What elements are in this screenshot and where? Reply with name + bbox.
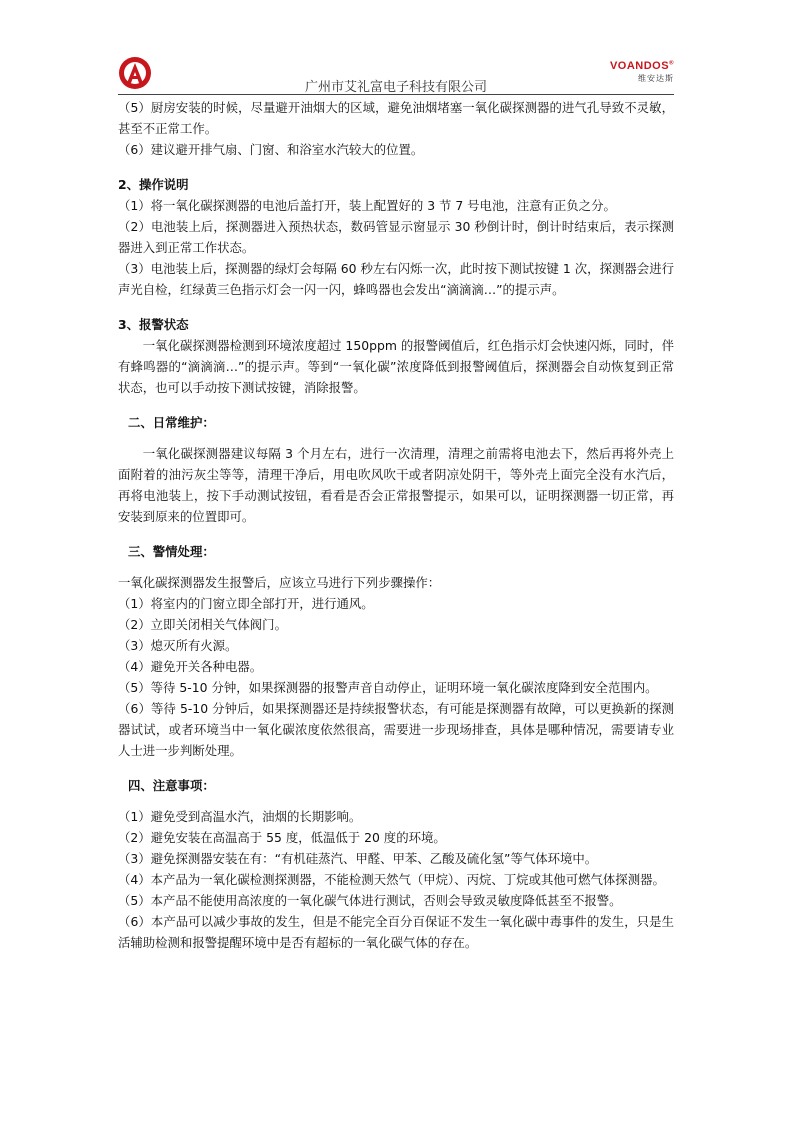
caution-item-6: （6）本产品可以减少事故的发生，但是不能完全百分百保证不发生一氧化碳中毒事件的发生，只是生活辅助检测和报警提醒环境中是否有超标的一氧化碳气体的存在。 (118, 914, 674, 950)
operation-item-2: （2）电池装上后，探测器进入预热状态，数码管显示窗显示 30 秒倒计时，倒计时结束后，表示探测器进入到正常工作状态。 (118, 219, 674, 255)
caution-item-4: （4）本产品为一氧化碳检测探测器，不能检测天然气（甲烷）、丙烷、丁烷或其他可燃气体探测器。 (118, 872, 665, 887)
alarm-handling-item-3: （3）熄灭所有火源。 (118, 638, 238, 653)
operation-heading: 2、操作说明 (118, 177, 189, 192)
caution-item-5: （5）本产品不能使用高浓度的一氧化碳气体进行测试，否则会导致灵敏度降低甚至不报警。 (118, 893, 622, 908)
alarm-state-heading: 3、报警状态 (118, 317, 189, 332)
brand-name-cn: 维安达斯 (638, 74, 674, 83)
brand-mark (610, 60, 674, 84)
operation-item-1: （1）将一氧化碳探测器的电池后盖打开，装上配置好的 3 节 7 号电池，注意有正负之分。 (118, 198, 616, 213)
cautions-heading: 四、注意事项： (128, 778, 215, 793)
caution-item-2: （2）避免安装在高温高于 55 度，低温低于 20 度的环境。 (118, 830, 446, 845)
caution-item-3: （3）避免探测器安装在有：“有机硅蒸汽、甲醛、甲苯、乙酸及硫化氢”等气体环境中。 (118, 851, 598, 866)
alarm-handling-item-1: （1）将室内的门窗立即全部打开，进行通风。 (118, 596, 374, 611)
alarm-handling-item-4: （4）避免开关各种电器。 (118, 659, 263, 674)
maintenance-heading: 二、日常维护： (128, 415, 215, 430)
maintenance-text: 一氧化碳探测器建议每隔 3 个月左右，进行一次清理，清理之前需将电池去下，然后再将外壳上面附着的油污灰尘等等，清理干净后，用电吹风吹干或者阴凉处阴干，等外壳上面完全没有水汽后，再将电池装上，按下手动测试按钮，看看是否会正常报警提示，如果可以，证明探测器一切正常，再安装到原来的位置即可。 (118, 446, 674, 524)
alarm-handling-item-2: （2）立即关闭相关气体阀门。 (118, 617, 287, 632)
brand-name-en: VOANDOS (609, 60, 670, 72)
install-note-5: （5）厨房安装的时候，尽量避开油烟大的区域，避免油烟堵塞一氧化碳探测器的进气孔导致不灵敏，甚至不正常工作。 (118, 100, 674, 136)
alarm-handling-intro: 一氧化碳探测器发生报警后，应该立马进行下列步骤操作： (118, 575, 441, 590)
install-note-6: （6）建议避开排气扇、门窗、和浴室水汽较大的位置。 (118, 142, 424, 157)
operation-item-3: （3）电池装上后，探测器的绿灯会每隔 60 秒左右闪烁一次，此时按下测试按键 1 次，探测器会进行声光自检，红绿黄三色指示灯会一闪一闪，蜂鸣器也会发出“滴滴滴…”的提示声。 (118, 261, 674, 297)
alarm-state-text: 一氧化碳探测器检测到环境浓度超过 150ppm 的报警阈值后，红色指示灯会快速闪烁，同时，伴有蜂鸣器的“滴滴滴…”的提示声。等到“一氧化碳”浓度降低到报警阈值后，探测器会自动恢复到正常状态，也可以手动按下测试按键，消除报警。 (118, 338, 674, 395)
company-name: 广州市艾礼富电子科技有限公司 (304, 80, 487, 95)
document-body (118, 97, 674, 953)
alarm-handling-item-6: （6）等待 5-10 分钟后，如果探测器还是持续报警状态，有可能是探测器有故障，可以更换新的探测器试试，或者环境当中一氧化碳浓度依然很高，需要进一步现场排查，具体是哪种情况，需要请专业人士进一步判断处理。 (118, 701, 674, 758)
page-header (118, 56, 674, 94)
alarm-handling-item-5: （5）等待 5-10 分钟，如果探测器的报警声音自动停止，证明环境一氧化碳浓度降到安全范围内。 (118, 680, 658, 695)
header-divider (118, 94, 674, 95)
alarm-handling-heading: 三、警情处理： (128, 544, 215, 559)
registered-mark: ® (669, 60, 674, 67)
caution-item-1: （1）避免受到高温水汽，油烟的长期影响。 (118, 809, 362, 824)
